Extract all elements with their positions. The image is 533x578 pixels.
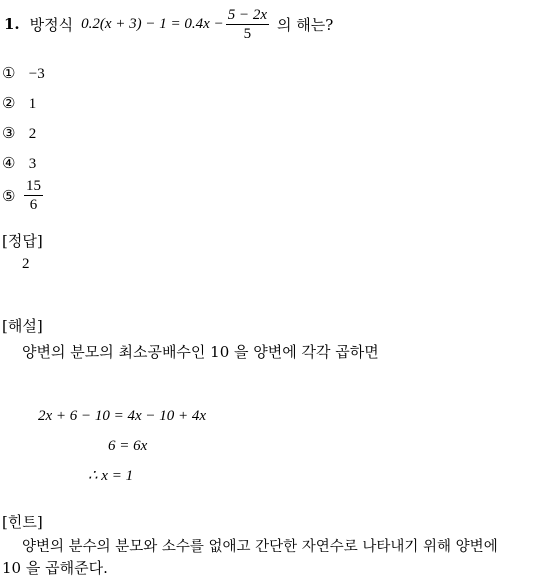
question-prefix: 방정식	[29, 15, 74, 34]
choice-value: 1	[28, 96, 37, 112]
choice-value: 2	[28, 126, 37, 142]
question-fraction-denominator: 5	[243, 25, 252, 42]
question-fraction-numerator: 5 − 2x	[227, 6, 267, 23]
explanation-step-1: 2x + 6 − 10 = 4x − 10 + 4x	[38, 408, 207, 424]
explanation-label: [해설]	[2, 317, 43, 335]
question-suffix: 의 해는?	[276, 15, 334, 34]
choice-value: 3	[28, 156, 37, 172]
explanation-text: 양변의 분모의 최소공배수인 10 을 양변에 각각 곱하면	[22, 343, 379, 361]
choice-1[interactable]	[2, 64, 45, 83]
choice-fraction-denominator: 6	[29, 197, 38, 213]
answer-label: [정답]	[2, 232, 43, 250]
question-number: 1.	[4, 15, 20, 33]
choice-4[interactable]	[2, 154, 36, 173]
answer-value: 2	[22, 256, 30, 272]
question-fraction	[226, 6, 269, 43]
hint-line-2: 10 을 곱해준다.	[2, 559, 108, 577]
question-line	[4, 6, 333, 42]
explanation-step-3: ∴ x = 1	[88, 468, 134, 484]
choice-value: −3	[28, 66, 45, 82]
question-equation: 0.2(x + 3) − 1 = 0.4x −	[81, 15, 224, 32]
hint-line-1: 양변의 분수의 분모와 소수를 없애고 간단한 자연수로 나타내기 위해 양변에	[22, 539, 498, 555]
hint-label: [힌트]	[2, 513, 43, 531]
choice-fraction-numerator: 15	[26, 178, 41, 194]
choice-marker: ①	[2, 64, 16, 82]
choice-marker: ③	[2, 124, 16, 142]
choice-3[interactable]	[2, 124, 36, 143]
choice-marker: ⑤	[2, 186, 16, 205]
choice-5[interactable]	[2, 177, 45, 214]
explanation-step-2: 6 = 6x	[108, 438, 148, 454]
choice-marker: ④	[2, 154, 16, 172]
choice-2[interactable]	[2, 94, 36, 113]
choice-marker: ②	[2, 94, 16, 112]
choice-fraction	[24, 177, 43, 214]
